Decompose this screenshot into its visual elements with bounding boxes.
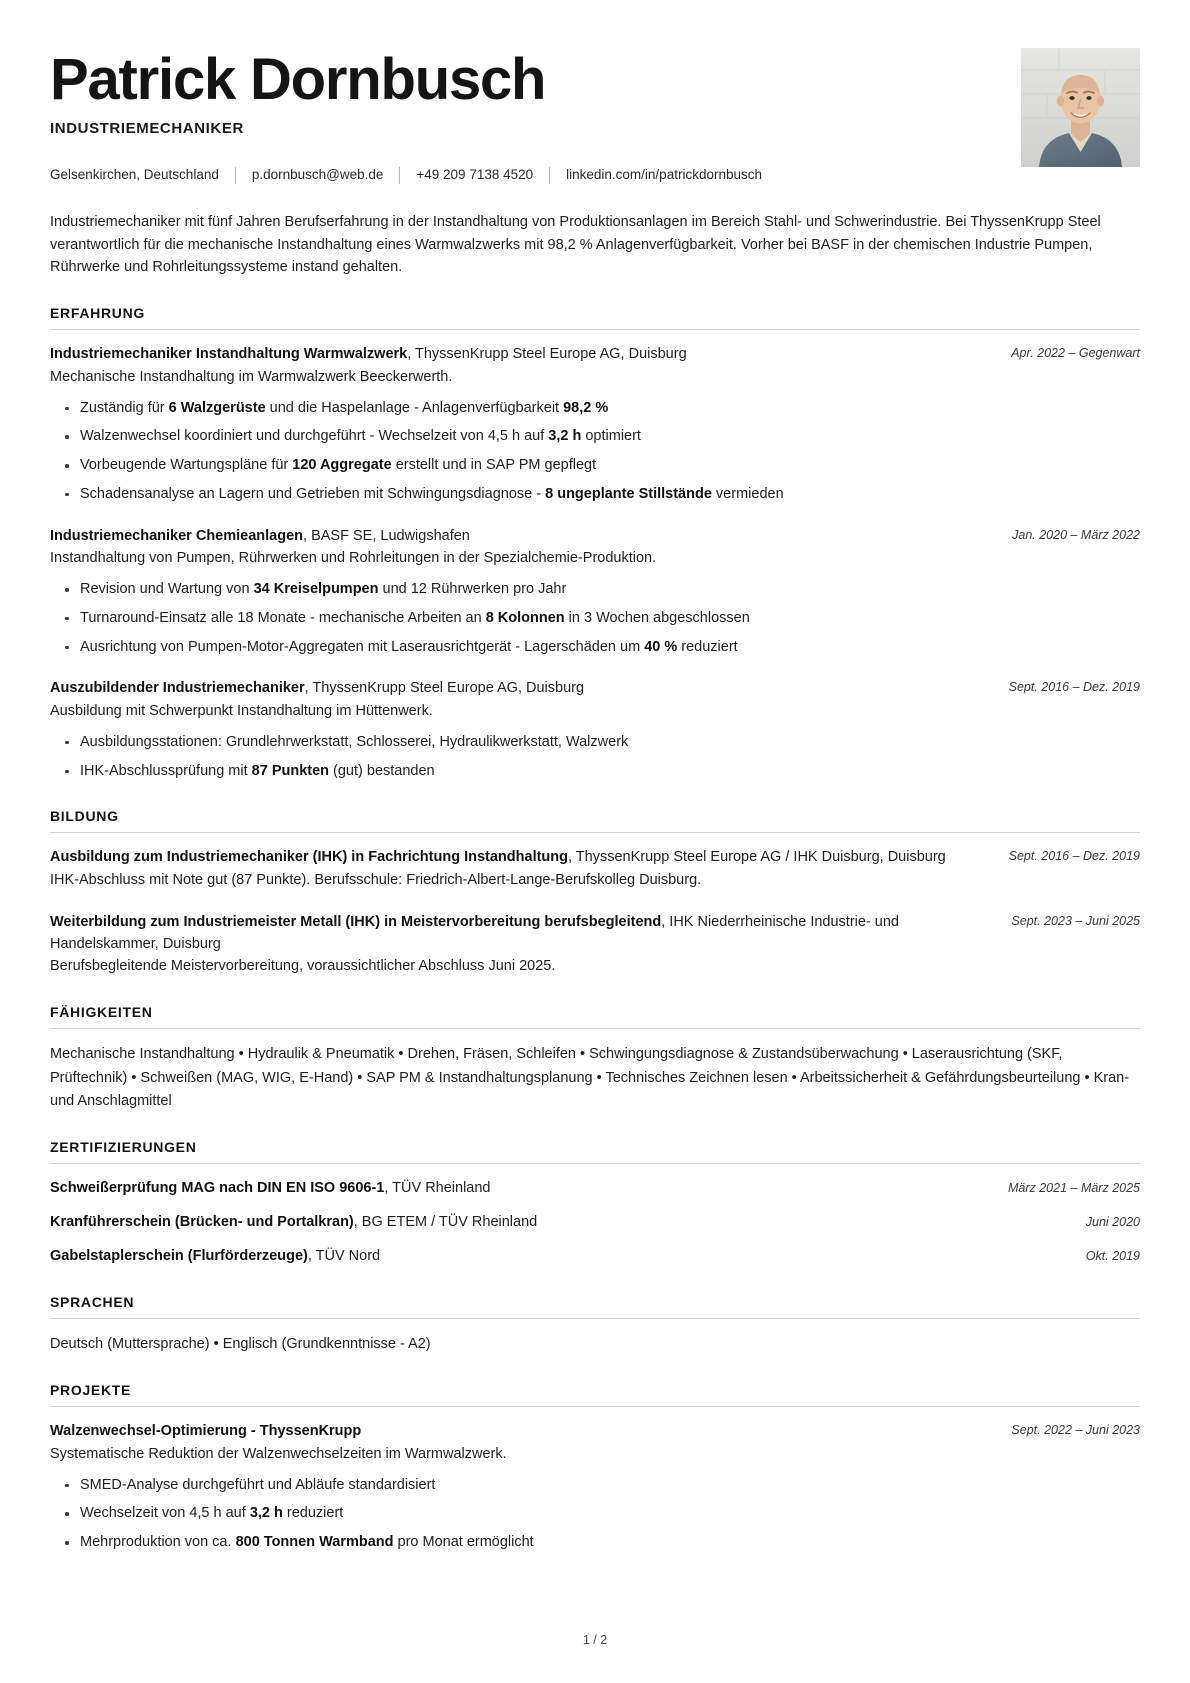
certification-rows <box>50 1178 1140 1267</box>
certification-name: Kranführerschein (Brücken- und Portalkran), BG ETEM / TÜV Rheinland <box>50 1214 538 1231</box>
experience-entries <box>50 344 1140 782</box>
section-divider <box>50 1028 1140 1029</box>
section-experience <box>50 305 1140 782</box>
section-divider <box>50 1163 1140 1164</box>
section-education <box>50 808 1140 978</box>
section-title-certifications: ZERTIFIZIERUNGEN <box>50 1139 197 1156</box>
entry-description: Ausbildung mit Schwerpunkt Instandhaltung im Hüttenwerk. <box>50 703 433 720</box>
job-title-company: Industriemechaniker Instandhaltung Warmwalzwerk, ThyssenKrupp Steel Europe AG, Duisburg <box>50 346 687 363</box>
certification-date: Okt. 2019 <box>1085 1248 1140 1263</box>
certification-date: März 2021 – März 2025 <box>1007 1181 1140 1196</box>
section-title-experience: ERFAHRUNG <box>50 305 145 322</box>
experience-entry <box>50 344 1140 506</box>
entry-organization: , ThyssenKrupp Steel Europe AG, Duisburg <box>407 346 687 363</box>
entry-description: Instandhaltung von Pumpen, Rührwerken und Rohrleitungen in der Spezialchemie-Produktion. <box>50 550 657 567</box>
skills-list: Mechanische Instandhaltung • Hydraulik & Pneumatik • Drehen, Fräsen, Schleifen • Schwingungsdiagnose & Zustandsüberwachung • Laserausrichtung (SKF, Prüftechnik) • Schweißen (MAG, WIG, E-Hand) • SAP PM & Instandhaltungsplanung • Technisches Zeichnen lesen • Arbeitssicherheit & Gefährdungsbeurteilung • Kran- und Anschlagmittel <box>50 1046 1130 1109</box>
contact-email[interactable]: p.dornbusch@web.de <box>251 167 384 183</box>
contact-divider <box>399 167 400 184</box>
bullet-list <box>50 732 1140 783</box>
bullet-item: Revision und Wartung von 34 Kreiselpumpen und 12 Rührwerken pro Jahr <box>80 579 1140 601</box>
header-text-block <box>50 46 997 185</box>
job-title-company: Industriemechaniker Chemieanlagen, BASF SE, Ludwigshafen <box>50 527 470 544</box>
entry-header <box>50 344 1140 366</box>
section-divider <box>50 1406 1140 1407</box>
bullet-item: Vorbeugende Wartungspläne für 120 Aggregate erstellt und in SAP PM gepflegt <box>80 455 1140 477</box>
languages-list: Deutsch (Muttersprache) • Englisch (Grundkenntnisse - A2) <box>50 1335 431 1352</box>
certification-row <box>50 1178 1140 1200</box>
job-date: Jan. 2020 – März 2022 <box>1012 527 1140 542</box>
certification-issuer: , BG ETEM / TÜV Rheinland <box>353 1214 538 1231</box>
section-title-skills: FÄHIGKEITEN <box>50 1004 153 1021</box>
certification-row <box>50 1212 1140 1234</box>
contact-phone[interactable]: +49 209 7138 4520 <box>416 167 534 183</box>
entry-organization: , IHK Niederrheinische Industrie- und Handelskammer, Duisburg <box>50 913 899 952</box>
avatar <box>1021 48 1140 167</box>
entry-description: Mechanische Instandhaltung im Warmwalzwerk Beeckerwerth. <box>50 368 453 385</box>
project-entry <box>50 1421 1140 1554</box>
entry-organization: , BASF SE, Ludwigshafen <box>303 527 470 544</box>
section-skills <box>50 1004 1140 1113</box>
project-date: Sept. 2022 – Juni 2023 <box>1011 1423 1140 1438</box>
section-projects <box>50 1382 1140 1554</box>
bullet-item: Turnaround-Einsatz alle 18 Monate - mechanische Arbeiten an 8 Kolonnen in 3 Wochen abgeschlossen <box>80 608 1140 630</box>
bullet-item: Wechselzeit von 4,5 h auf 3,2 h reduziert <box>80 1503 1140 1525</box>
entry-header <box>50 912 1140 956</box>
bullet-list <box>50 1475 1140 1554</box>
page-indicator: 1 / 2 <box>582 1633 608 1647</box>
section-title-projects: PROJEKTE <box>50 1382 132 1399</box>
professional-summary: Industriemechaniker mit fünf Jahren Berufserfahrung in der Instandhaltung von Produktionsanlagen im Bereich Stahl- und Schwerindustrie. Bei ThyssenKrupp Steel verantwortlich für die mechanische Instandhaltung eines Warmwalzwerks mit 98,2 % Anlagenverfügbarkeit. Vorher bei BASF in der chemischen Industrie Pumpen, Rührwerke und Rohrleitungssysteme instand gehalten. <box>50 214 1101 276</box>
contact-divider <box>549 167 550 184</box>
certification-name: Schweißerprüfung MAG nach DIN EN ISO 9606-1, TÜV Rheinland <box>50 1180 491 1197</box>
section-divider <box>50 1318 1140 1319</box>
contact-row <box>50 166 997 185</box>
entry-description: IHK-Abschluss mit Note gut (87 Punkte). Berufsschule: Friedrich-Albert-Lange-Berufskolleg Duisburg. <box>50 872 702 889</box>
entry-description: Systematische Reduktion der Walzenwechselzeiten im Warmwalzwerk. <box>50 1445 507 1462</box>
bullet-list <box>50 579 1140 658</box>
bullet-list <box>50 398 1140 506</box>
page-title: Patrick Dornbusch <box>50 47 546 112</box>
contact-linkedin[interactable]: linkedin.com/in/patrickdornbusch <box>566 167 762 183</box>
bullet-item: Zuständig für 6 Walzgerüste und die Haspelanlage - Anlagenverfügbarkeit 98,2 % <box>80 398 1140 420</box>
bullet-item: Ausbildungsstationen: Grundlehrwerkstatt, Schlosserei, Hydraulikwerkstatt, Walzwerk <box>80 732 1140 754</box>
certification-row <box>50 1246 1140 1268</box>
entry-header <box>50 678 1140 700</box>
entry-organization: , ThyssenKrupp Steel Europe AG / IHK Duisburg, Duisburg <box>568 849 946 866</box>
education-entry <box>50 847 1140 892</box>
job-date: Sept. 2016 – Dez. 2019 <box>1008 680 1140 695</box>
entry-header <box>50 847 1140 869</box>
degree-institution: Ausbildung zum Industriemechaniker (IHK) in Fachrichtung Instandhaltung, ThyssenKrupp Steel Europe AG / IHK Duisburg, Duisburg <box>50 849 946 866</box>
certification-name: Gabelstaplerschein (Flurförderzeuge), TÜV Nord <box>50 1247 381 1264</box>
entry-organization: , ThyssenKrupp Steel Europe AG, Duisburg <box>304 680 585 697</box>
bullet-item: Mehrproduktion von ca. 800 Tonnen Warmband pro Monat ermöglicht <box>80 1532 1140 1554</box>
section-certifications <box>50 1139 1140 1267</box>
bullet-item: IHK-Abschlussprüfung mit 87 Punkten (gut) bestanden <box>80 761 1140 783</box>
bullet-item: Schadensanalyse an Lagern und Getrieben mit Schwingungsdiagnose - 8 ungeplante Stillstände vermieden <box>80 484 1140 506</box>
contact-location: Gelsenkirchen, Deutschland <box>50 167 219 183</box>
section-divider <box>50 329 1140 330</box>
education-date: Sept. 2016 – Dez. 2019 <box>1008 849 1140 864</box>
certification-issuer: , TÜV Rheinland <box>384 1180 491 1197</box>
entry-header <box>50 1421 1140 1443</box>
section-title-education: BILDUNG <box>50 808 119 825</box>
degree-institution: Weiterbildung zum Industriemeister Metall (IHK) in Meistervorbereitung berufsbegleitend, IHK Niederrheinische Industrie- und Handelskammer, Duisburg <box>50 913 899 952</box>
resume-header <box>50 46 1140 185</box>
section-title-languages: SPRACHEN <box>50 1293 135 1310</box>
project-entries <box>50 1421 1140 1554</box>
project-name: Walzenwechsel-Optimierung - ThyssenKrupp <box>50 1423 362 1440</box>
education-date: Sept. 2023 – Juni 2025 <box>1011 913 1140 928</box>
education-entry <box>50 912 1140 978</box>
job-date: Apr. 2022 – Gegenwart <box>1011 346 1140 361</box>
entry-header <box>50 526 1140 548</box>
bullet-item: Ausrichtung von Pumpen-Motor-Aggregaten mit Laserausrichtgerät - Lagerschäden um 40 % reduziert <box>80 637 1140 659</box>
experience-entry <box>50 526 1140 659</box>
contact-divider <box>235 167 236 184</box>
education-entries <box>50 847 1140 978</box>
section-languages <box>50 1294 1140 1356</box>
bullet-item: Walzenwechsel koordiniert und durchgeführt - Wechselzeit von 4,5 h auf 3,2 h optimiert <box>80 426 1140 448</box>
certification-date: Juni 2020 <box>1085 1215 1140 1230</box>
entry-description: Berufsbegleitende Meistervorbereitung, voraussichtlicher Abschluss Juni 2025. <box>50 958 556 975</box>
job-title-company: Auszubildender Industriemechaniker, ThyssenKrupp Steel Europe AG, Duisburg <box>50 680 585 697</box>
experience-entry <box>50 678 1140 782</box>
section-divider <box>50 832 1140 833</box>
certification-issuer: , TÜV Nord <box>307 1247 381 1264</box>
job-title: INDUSTRIEMECHANIKER <box>50 120 244 138</box>
bullet-item: SMED-Analyse durchgeführt und Abläufe standardisiert <box>80 1475 1140 1497</box>
